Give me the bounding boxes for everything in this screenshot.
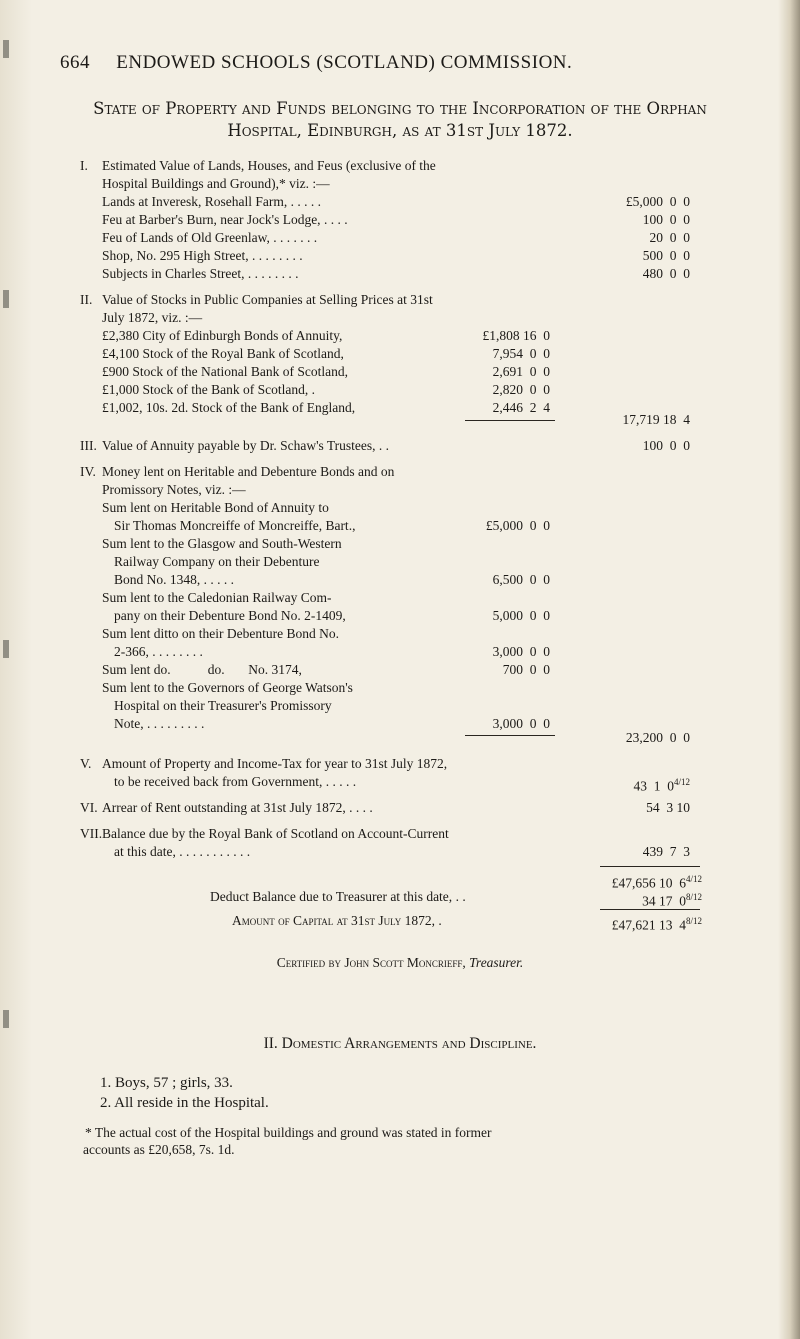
- sum-rule: [465, 420, 555, 421]
- loan-line: Sum lent to the Governors of George Watson's: [102, 680, 353, 695]
- list-item: 1. Boys, 57 ; girls, 33.: [100, 1075, 233, 1091]
- stock-amount: 2,691 0 0: [492, 364, 550, 379]
- section-text: Arrear of Rent outstanding at 31st July 1872, . . . .: [102, 800, 373, 815]
- stock-item: £1,002, 10s. 2d. Stock of the Bank of England,: [102, 400, 356, 415]
- capital-line: Amount of Capital at 31st July 1872, .: [232, 913, 442, 928]
- loan-line: Sum lent do. do. No. 3174,: [102, 662, 302, 677]
- section-numeral: VI.: [80, 800, 98, 815]
- loan-amount: 6,500 0 0: [492, 572, 550, 587]
- line-amount: 100 0 0: [642, 212, 690, 227]
- section-heading: Value of Stocks in Public Companies at Selling Prices at 31st: [102, 292, 433, 307]
- line-item: Subjects in Charles Street, . . . . . . . .: [102, 266, 299, 281]
- certification: Certified by John Scott Moncrieff, Treasurer.: [276, 955, 524, 970]
- stock-amount: 2,446 2 4: [492, 400, 550, 415]
- loan-line: Sum lent to the Glasgow and South-Western: [102, 536, 342, 551]
- section-amount: 439 7 3: [642, 844, 690, 859]
- line-item: Feu of Lands of Old Greenlaw, . . . . . . .: [102, 230, 318, 245]
- stock-amount: 7,954 0 0: [492, 346, 550, 361]
- loan-amount: 3,000 0 0: [492, 716, 550, 731]
- line-item: Feu at Barber's Burn, near Jock's Lodge, . . . .: [102, 212, 348, 227]
- line-amount: £5,000 0 0: [625, 194, 690, 209]
- stock-amount: 2,820 0 0: [492, 382, 550, 397]
- section-amount: 100 0 0: [642, 438, 690, 453]
- penny-fraction: 8/12: [685, 916, 702, 926]
- loan-line: Hospital on their Treasurer's Promissory: [114, 698, 332, 713]
- loan-line: Sir Thomas Moncreiffe of Moncreiffe, Bart.,: [114, 518, 356, 533]
- footnote-line: accounts as £20,658, 7s. 1d.: [83, 1142, 235, 1157]
- section-numeral: II.: [80, 292, 93, 307]
- stock-item: £900 Stock of the National Bank of Scotland,: [102, 364, 348, 379]
- footnote-line: * The actual cost of the Hospital buildings and ground was stated in former: [85, 1125, 492, 1140]
- section-text: Value of Annuity payable by Dr. Schaw's Trustees, . .: [102, 438, 390, 453]
- section-heading: Estimated Value of Lands, Houses, and Feus (exclusive of the: [102, 158, 436, 173]
- loan-amount: 3,000 0 0: [492, 644, 550, 659]
- section-total: 17,719 18 4: [622, 412, 690, 427]
- stock-item: £4,100 Stock of the Royal Bank of Scotland,: [102, 346, 344, 361]
- section-heading: Hospital Buildings and Ground),* viz. :—: [102, 176, 330, 191]
- penny-fraction: 4/12: [673, 777, 690, 787]
- loan-line: Bond No. 1348, . . . . .: [114, 572, 235, 587]
- section-heading: Promissory Notes, viz. :—: [102, 482, 246, 497]
- sum-rule: [465, 735, 555, 736]
- line-amount: 500 0 0: [642, 248, 690, 263]
- section-text: to be received back from Government, . . . . .: [114, 774, 357, 789]
- list-item: 2. All reside in the Hospital.: [100, 1095, 269, 1111]
- section-text: Balance due by the Royal Bank of Scotland on Account-Current: [102, 826, 449, 841]
- stock-item: £1,000 Stock of the Bank of Scotland, .: [102, 382, 315, 397]
- section-total: 23,200 0 0: [625, 730, 690, 745]
- section-numeral: V.: [80, 756, 92, 771]
- gross-total: £47,656 10 $6^{4/12}$: [611, 874, 702, 891]
- footnote: [85, 1124, 765, 1158]
- loan-amount: 5,000 0 0: [492, 608, 550, 623]
- loan-line: Note, . . . . . . . . .: [114, 716, 205, 731]
- title-line: State of Property and Funds belonging to the Incorporation of the Orphan: [93, 99, 707, 118]
- section-numeral: I.: [80, 158, 88, 173]
- page-number: 664: [60, 52, 90, 73]
- sum-rule: [600, 866, 700, 867]
- section-amount: 43 1 $0^{4/12}$: [633, 777, 690, 794]
- sum-rule: [600, 909, 700, 910]
- loan-line: Sum lent to the Caledonian Railway Com-: [102, 590, 332, 605]
- page-header: [60, 52, 572, 74]
- deduct-line: Deduct Balance due to Treasurer at this date, . .: [210, 889, 466, 904]
- loan-amount: £5,000 0 0: [485, 518, 550, 533]
- running-head: ENDOWED SCHOOLS (SCOTLAND) COMMISSION.: [116, 52, 573, 73]
- line-amount: 480 0 0: [642, 266, 690, 281]
- section-numeral: III.: [80, 438, 97, 453]
- penny-fraction: 4/12: [685, 874, 702, 884]
- penny-fraction: 8/12: [685, 892, 702, 902]
- section-amount: 54 3 10: [646, 800, 690, 815]
- line-item: Shop, No. 295 High Street, . . . . . . . .: [102, 248, 303, 263]
- section-heading: July 1872, viz. :—: [102, 310, 203, 325]
- deduct-amount: 34 17 $0^{8/12}$: [642, 892, 702, 909]
- loan-line: pany on their Debenture Bond No. 2-1409,: [114, 608, 346, 623]
- stock-amount: £1,808 16 0: [482, 328, 550, 343]
- title-line: Hospital, Edinburgh, as at 31st July 1872.: [227, 121, 573, 140]
- stock-item: £2,380 City of Edinburgh Bonds of Annuity,: [102, 328, 343, 343]
- line-item: Lands at Inveresk, Rosehall Farm, . . . . .: [102, 194, 321, 209]
- section-heading: Money lent on Heritable and Debenture Bonds and on: [102, 464, 395, 479]
- section-heading: II. Domestic Arrangements and Discipline.: [263, 1035, 537, 1052]
- section-text: Amount of Property and Income-Tax for year to 31st July 1872,: [102, 756, 448, 771]
- loan-line: Sum lent ditto on their Debenture Bond No.: [102, 626, 339, 641]
- section-text: at this date, . . . . . . . . . . .: [114, 844, 251, 859]
- loan-amount: 700 0 0: [502, 662, 550, 677]
- line-amount: 20 0 0: [649, 230, 690, 245]
- section-numeral: IV.: [80, 464, 96, 479]
- statement-title: [60, 98, 740, 142]
- capital-amount: £47,621 13 $4^{8/12}$: [611, 916, 702, 933]
- section-numeral: VII.: [80, 826, 103, 841]
- loan-line: 2-366, . . . . . . . .: [114, 644, 203, 659]
- loan-line: Railway Company on their Debenture: [114, 554, 320, 569]
- loan-line: Sum lent on Heritable Bond of Annuity to: [102, 500, 329, 515]
